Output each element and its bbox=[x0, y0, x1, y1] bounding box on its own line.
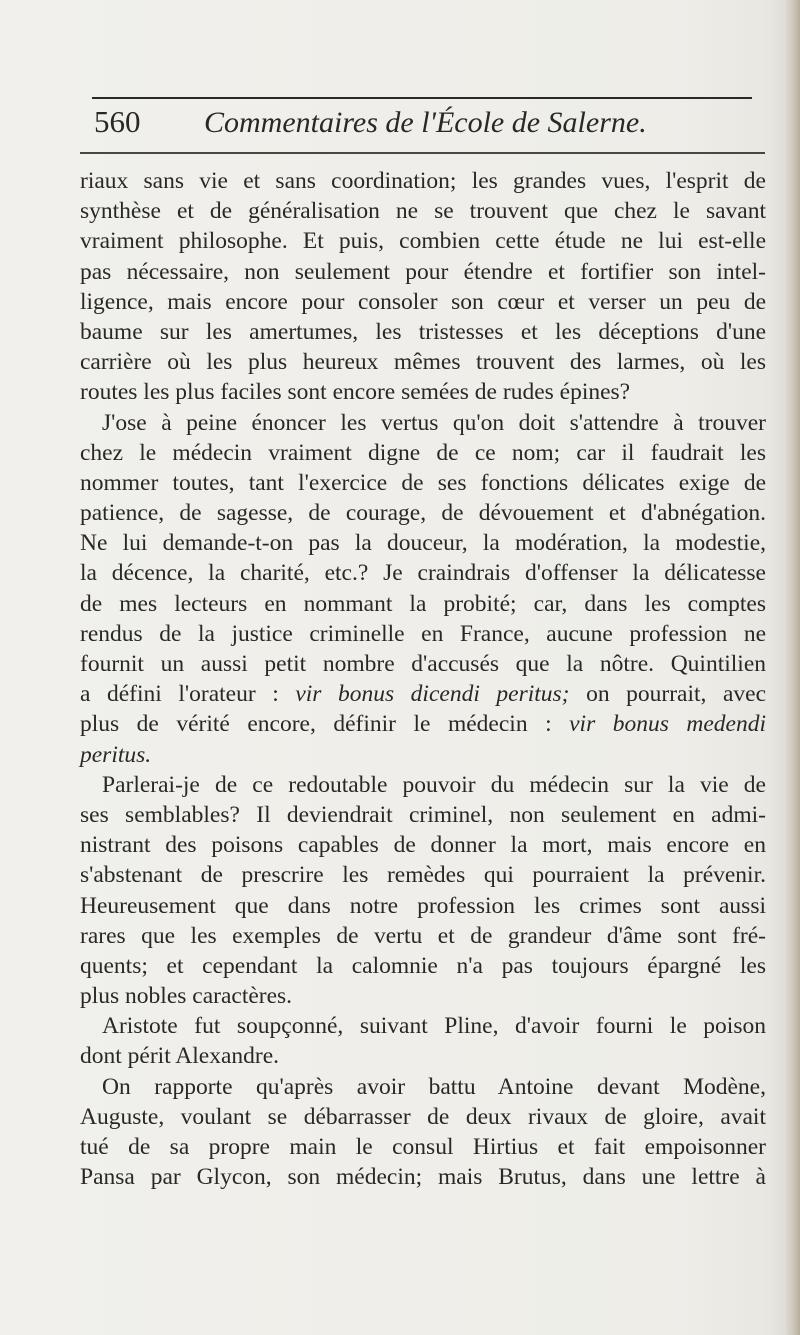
text-line: pas nécessaire, non seulement pour étendre et fortifier son intel- bbox=[80, 258, 766, 285]
text-line: de mes lecteurs en nommant la probité; car, dans les comptes bbox=[80, 590, 766, 617]
text-line: Auguste, voulant se débarrasser de deux rivaux de gloire, avait bbox=[80, 1103, 766, 1130]
text-line: synthèse et de généralisation ne se trouvent que chez le savant bbox=[80, 198, 766, 225]
text-line: quents; et cependant la calomnie n'a pas toujours épargné les bbox=[80, 952, 766, 979]
page-number: 560 bbox=[94, 104, 141, 139]
text-line bbox=[80, 679, 766, 709]
header-top-rule bbox=[92, 97, 752, 99]
text-line: baume sur les amertumes, les tristesses et les déceptions d'une bbox=[80, 318, 766, 345]
text-line: rares que les exemples de vertu et de grandeur d'âme sont fré- bbox=[80, 922, 766, 949]
latin-quote: vir bonus medendi bbox=[569, 711, 766, 738]
text-line: Pansa par Glycon, son médecin; mais Brutus, dans une lettre à bbox=[80, 1164, 766, 1191]
text-line: J'ose à peine énoncer les vertus qu'on doit s'attendre à trouver bbox=[102, 409, 766, 436]
text-segment: a défini l'orateur : bbox=[80, 681, 296, 708]
text-line: carrière où les plus heureux mêmes trouvent des larmes, où les bbox=[80, 349, 766, 376]
text-line: vraiment philosophe. Et puis, combien cette étude ne lui est-elle bbox=[80, 228, 766, 255]
text-line: ligence, mais encore pour consoler son cœur et verser un peu de bbox=[80, 288, 766, 315]
text-line: Aristote fut soupçonné, suivant Pline, d'avoir fourni le poison bbox=[102, 1013, 766, 1040]
text-line: la décence, la charité, etc.? Je craindrais d'offenser la délicatesse bbox=[80, 560, 766, 587]
text-line: tué de sa propre main le consul Hirtius et fait empoisonner bbox=[80, 1134, 766, 1160]
text-line: patience, de sagesse, de courage, de dévouement et d'abnégation. bbox=[80, 500, 766, 527]
running-title: Commentaires de l'École de Salerne. bbox=[204, 106, 647, 139]
text-line: Heureusement que dans notre profession les crimes sont aussi bbox=[80, 892, 766, 919]
text-line: rendus de la justice criminelle en France, aucune profession ne bbox=[80, 620, 766, 647]
text-segment: plus de vérité encore, définir le médecin : bbox=[80, 711, 570, 738]
text-line: Parlerai-je de ce redoutable pouvoir du médecin sur la vie de bbox=[102, 771, 766, 798]
text-line bbox=[80, 740, 766, 770]
text-line: nommer toutes, tant l'exercice de ses fonctions délicates exige de bbox=[80, 469, 766, 496]
text-segment: on pourrait, avec bbox=[569, 681, 766, 708]
body-text bbox=[80, 166, 766, 1192]
text-line: chez le médecin vraiment digne de ce nom; car il faudrait les bbox=[80, 439, 766, 466]
text-line: On rapporte qu'après avoir battu Antoine devant Modène, bbox=[102, 1073, 766, 1100]
text-line: fournit un aussi petit nombre d'accusés que la nôtre. Quintilien bbox=[80, 651, 766, 677]
text-line: routes les plus faciles sont encore semées de rudes épines? bbox=[80, 379, 631, 406]
latin-quote: peritus. bbox=[80, 741, 152, 768]
text-line: dont périt Alexandre. bbox=[80, 1043, 280, 1070]
latin-quote: vir bonus dicendi peritus; bbox=[295, 681, 570, 708]
page-binding-edge bbox=[786, 0, 800, 1335]
text-line: s'abstenant de prescrire les remèdes qui pourraient la prévenir. bbox=[80, 862, 766, 889]
text-line: nistrant des poisons capables de donner la mort, mais encore en bbox=[80, 832, 766, 859]
text-line: Ne lui demande-t-on pas la douceur, la modération, la modestie, bbox=[80, 530, 766, 557]
text-line: riaux sans vie et sans coordination; les grandes vues, l'esprit de bbox=[80, 168, 766, 194]
text-line: ses semblables? Il deviendrait criminel, non seulement en admi- bbox=[80, 801, 766, 828]
page-header bbox=[94, 104, 694, 152]
text-line bbox=[80, 709, 766, 739]
header-bottom-rule bbox=[80, 152, 765, 154]
text-line: plus nobles caractères. bbox=[80, 983, 293, 1010]
